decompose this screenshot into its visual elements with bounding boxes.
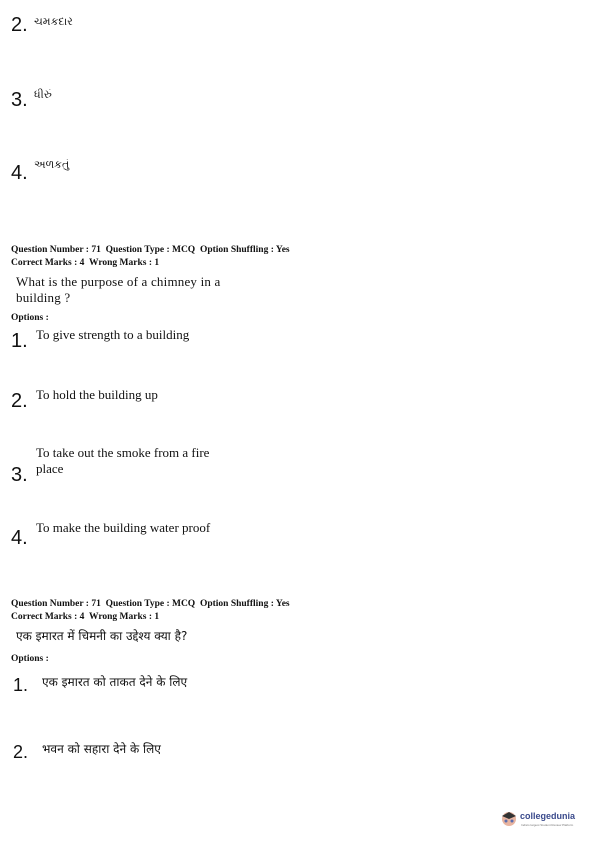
option-number: 4. bbox=[11, 162, 28, 184]
option-number: 2. bbox=[11, 14, 28, 36]
option-text: To hold the building up bbox=[36, 387, 158, 402]
marks-meta: Correct Marks : 4 Wrong Marks : 1 bbox=[11, 612, 160, 622]
option-text: ધીરું bbox=[34, 88, 52, 101]
logo-tagline: India's largest Student Review Platform bbox=[521, 823, 574, 827]
options-label: Options : bbox=[11, 313, 49, 323]
logo-name: collegedunia bbox=[520, 811, 576, 821]
question-meta: Question Number : 71 Question Type : MCQ Option Shuffling : Yes bbox=[11, 245, 290, 255]
option-text: ચમકદાર bbox=[34, 15, 73, 28]
marks-meta: Correct Marks : 4 Wrong Marks : 1 bbox=[11, 258, 160, 268]
option-text-line2: place bbox=[36, 461, 64, 476]
option-text: भवन को सहारा देने के लिए bbox=[42, 742, 161, 756]
option-number: 1. bbox=[11, 330, 28, 352]
option-number: 2. bbox=[13, 742, 29, 762]
options-label: Options : bbox=[11, 654, 49, 664]
option-number: 1. bbox=[13, 675, 29, 695]
graduation-cap-icon bbox=[499, 808, 519, 828]
question-meta: Question Number : 71 Question Type : MCQ Option Shuffling : Yes bbox=[11, 599, 290, 609]
question-text-line1: What is the purpose of a chimney in a bbox=[16, 274, 221, 289]
option-text: અળકતું bbox=[34, 158, 70, 171]
option-text: To make the building water proof bbox=[36, 520, 211, 535]
option-text: To give strength to a building bbox=[36, 327, 190, 342]
option-number: 4. bbox=[11, 527, 28, 549]
option-text-line1: To take out the smoke from a fire bbox=[36, 445, 210, 460]
collegedunia-logo bbox=[499, 806, 589, 832]
question-text: एक इमारत में चिमनी का उद्देश्य क्या है? bbox=[16, 629, 188, 643]
question-text-line2: building ? bbox=[16, 290, 71, 305]
option-number: 2. bbox=[11, 390, 28, 412]
option-number: 3. bbox=[11, 89, 28, 111]
option-text: एक इमारत को ताकत देने के लिए bbox=[42, 675, 188, 689]
option-number: 3. bbox=[11, 464, 28, 486]
